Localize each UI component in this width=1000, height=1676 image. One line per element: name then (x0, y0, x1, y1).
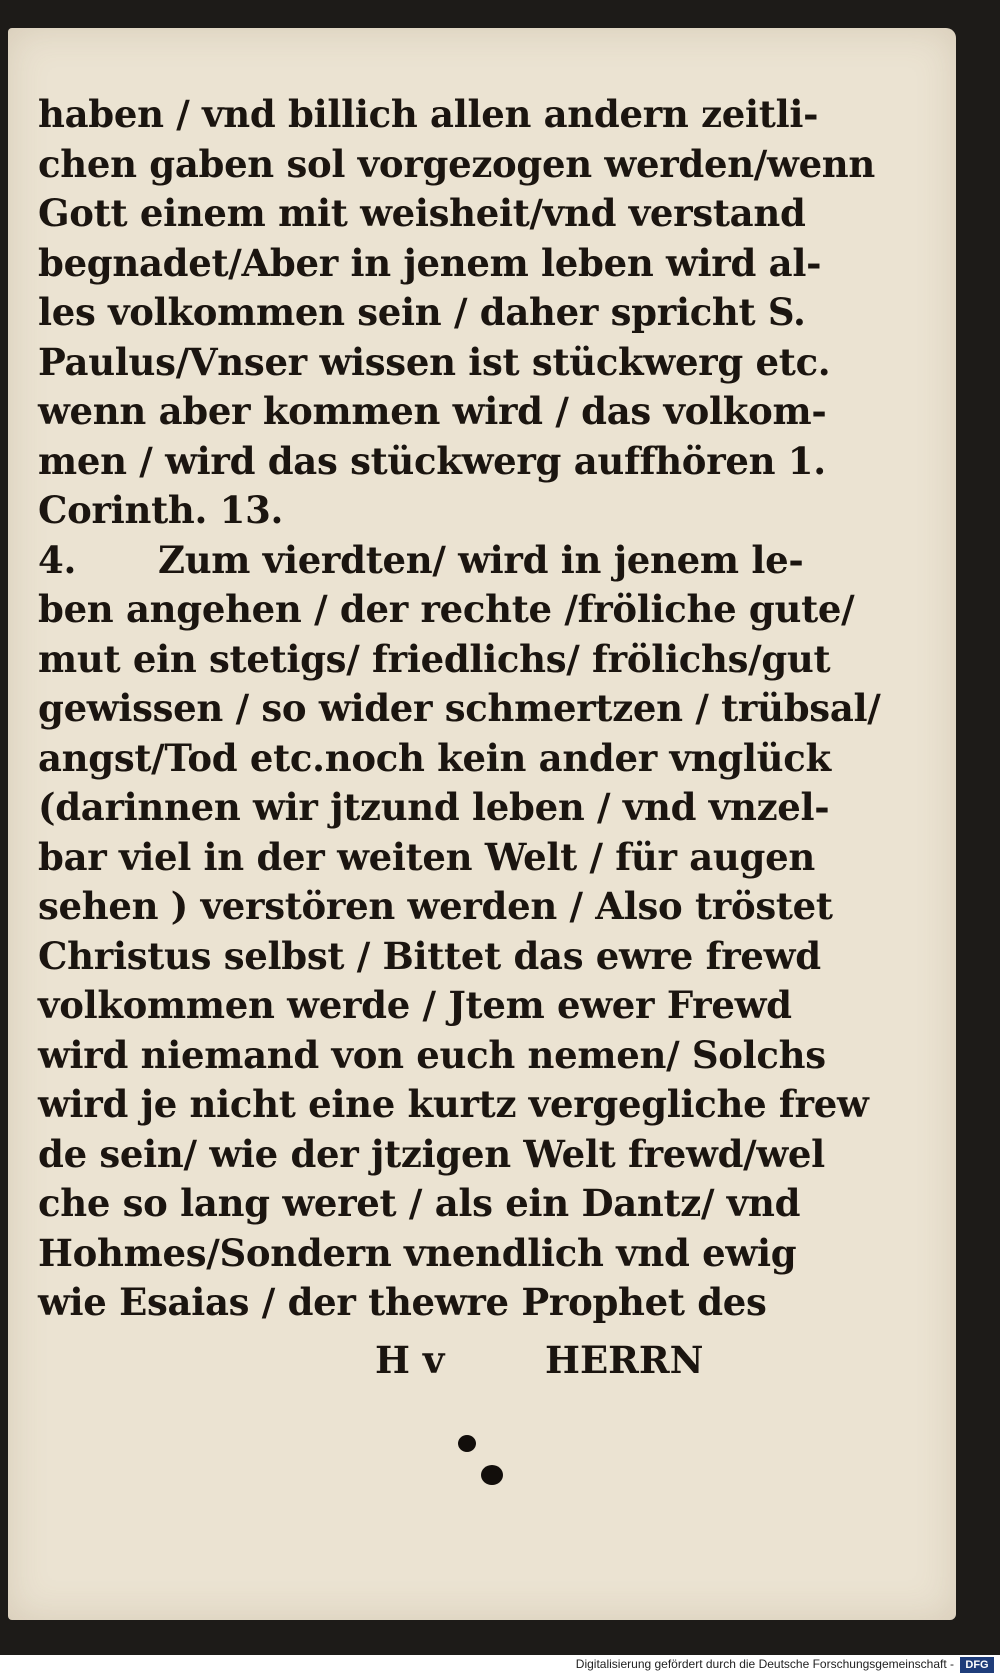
catchword: HERRN (545, 1338, 704, 1382)
funding-credit: Digitalisierung gefördert durch die Deutsche Forschungsgemeinschaft - (575, 1657, 954, 1671)
text-line-8: men / wird das stückwerg auffhören 1. (38, 438, 826, 483)
text-line-25: wie Esaias / der thewre Prophet des (38, 1280, 767, 1324)
ornament-dot-icon (481, 1465, 503, 1485)
text-line-24: Hohmes/Sondern vnendlich vnd ewig (38, 1230, 797, 1275)
text-line-21: wird je nicht eine kurtz vergegliche frew (38, 1082, 869, 1126)
page-text (38, 90, 881, 1328)
text-line-14: angst/Tod etc.noch kein ander vnglück (38, 735, 831, 780)
text-line-18: Christus selbst / Bittet das ewre frewd (38, 933, 821, 978)
section-number: 4. (38, 537, 77, 582)
text-line-5: les volkommen sein / daher spricht S. (38, 290, 806, 334)
footer-bar (0, 1655, 1000, 1676)
text-line-19: volkommen werde / Jtem ewer Frewd (38, 983, 792, 1027)
text-line-22: de sein/ wie der jtzigen Welt frewd/wel (38, 1131, 825, 1176)
section-4-line (38, 536, 804, 586)
text-line-13: gewissen / so wider schmertzen / trübsal/ (38, 686, 881, 730)
dfg-logo: DFG (960, 1657, 994, 1673)
ornament-dot-icon (458, 1435, 476, 1452)
text-line-7: wenn aber kommen wird / das volkom- (38, 389, 827, 433)
catchword-line (375, 1338, 755, 1382)
text-line-20: wird niemand von euch nemen/ Solchs (38, 1032, 826, 1077)
text-line-6: Paulus/Vnser wissen ist stückwerg etc. (38, 339, 831, 384)
signature-mark: H v (375, 1338, 445, 1382)
text-line-2: chen gaben sol vorgezogen werden/wenn (38, 141, 876, 186)
text-line-12: mut ein stetigs/ friedlichs/ frölichs/gut (38, 636, 831, 681)
text-line-4: begnadet/Aber in jenem leben wird al- (38, 240, 822, 285)
text-line-10: Zum vierdten/ wird in jenem le- (158, 537, 804, 582)
text-line-3: Gott einem mit weisheit/vnd verstand (38, 191, 806, 235)
text-line-15: (darinnen wir jtzund leben / vnd vnzel- (38, 785, 830, 829)
text-line-9: Corinth. 13. (38, 488, 284, 532)
text-line-1: haben / vnd billich allen andern zeitli- (38, 92, 819, 136)
text-line-16: bar viel in der weiten Welt / für augen (38, 834, 815, 879)
text-line-11: ben angehen / der rechte /fröliche gute/ (38, 587, 855, 631)
text-line-23: che so lang weret / als ein Dantz/ vnd (38, 1181, 801, 1225)
text-line-17: sehen ) verstören werden / Also tröstet (38, 884, 833, 928)
